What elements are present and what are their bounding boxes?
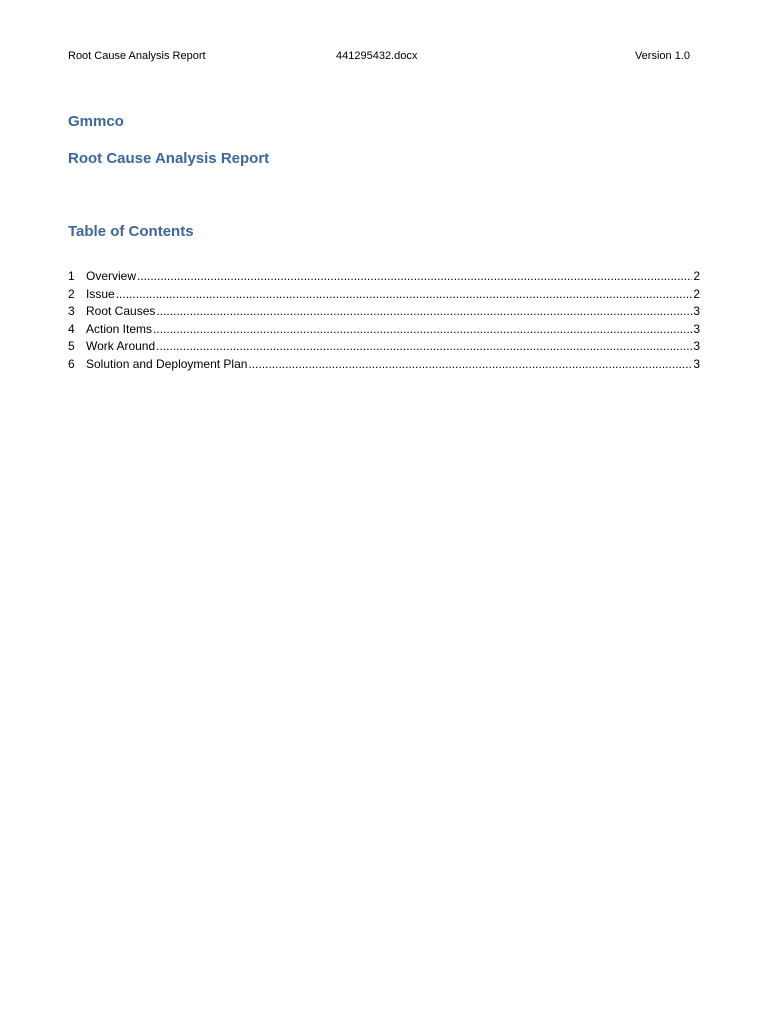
toc-entry-page: 2	[693, 286, 700, 301]
toc-entry-label: Overview	[86, 269, 137, 283]
toc-entry-page: 3	[693, 321, 700, 336]
toc-dot-leader	[153, 321, 692, 339]
header-version: Version 1.0	[634, 50, 690, 62]
toc-entry-label: Root Causes	[86, 304, 156, 319]
toc-entry-number: 1	[68, 269, 75, 283]
toc-entry-number: 6	[68, 356, 75, 371]
table-of-contents	[68, 268, 700, 374]
toc-dot-leader	[137, 268, 692, 286]
toc-entry-number: 4	[68, 321, 75, 336]
document-title: Root Cause Analysis Report	[68, 150, 270, 167]
organization-name: Gmmco	[68, 113, 124, 130]
toc-entry-number: 5	[68, 339, 75, 354]
toc-entry-page: 3	[693, 304, 700, 319]
toc-entry-page: 3	[693, 339, 700, 354]
toc-entry-issue[interactable]	[68, 286, 700, 304]
toc-entry-number: 3	[68, 304, 75, 319]
toc-entry-label: Issue	[86, 286, 115, 301]
page-header	[68, 48, 690, 64]
toc-entry-overview[interactable]	[68, 268, 700, 286]
toc-dot-leader	[248, 356, 692, 374]
toc-dot-leader	[156, 338, 692, 356]
toc-entry-page: 3	[693, 356, 700, 371]
toc-entry-solution-deployment-plan[interactable]	[68, 356, 700, 374]
toc-entry-action-items[interactable]	[68, 321, 700, 339]
toc-entry-page: 2	[693, 269, 700, 283]
toc-entry-label: Solution and Deployment Plan	[86, 356, 248, 371]
toc-heading: Table of Contents	[68, 223, 194, 240]
header-report-name: Root Cause Analysis Report	[68, 50, 206, 62]
toc-dot-leader	[116, 286, 693, 304]
toc-entry-label: Action Items	[86, 321, 153, 336]
toc-entry-root-causes[interactable]	[68, 303, 700, 321]
toc-entry-label: Work Around	[86, 339, 156, 354]
toc-entry-number: 2	[68, 286, 75, 301]
header-file-name: 441295432.docx	[336, 50, 418, 62]
toc-entry-work-around[interactable]	[68, 338, 700, 356]
toc-dot-leader	[156, 303, 692, 321]
